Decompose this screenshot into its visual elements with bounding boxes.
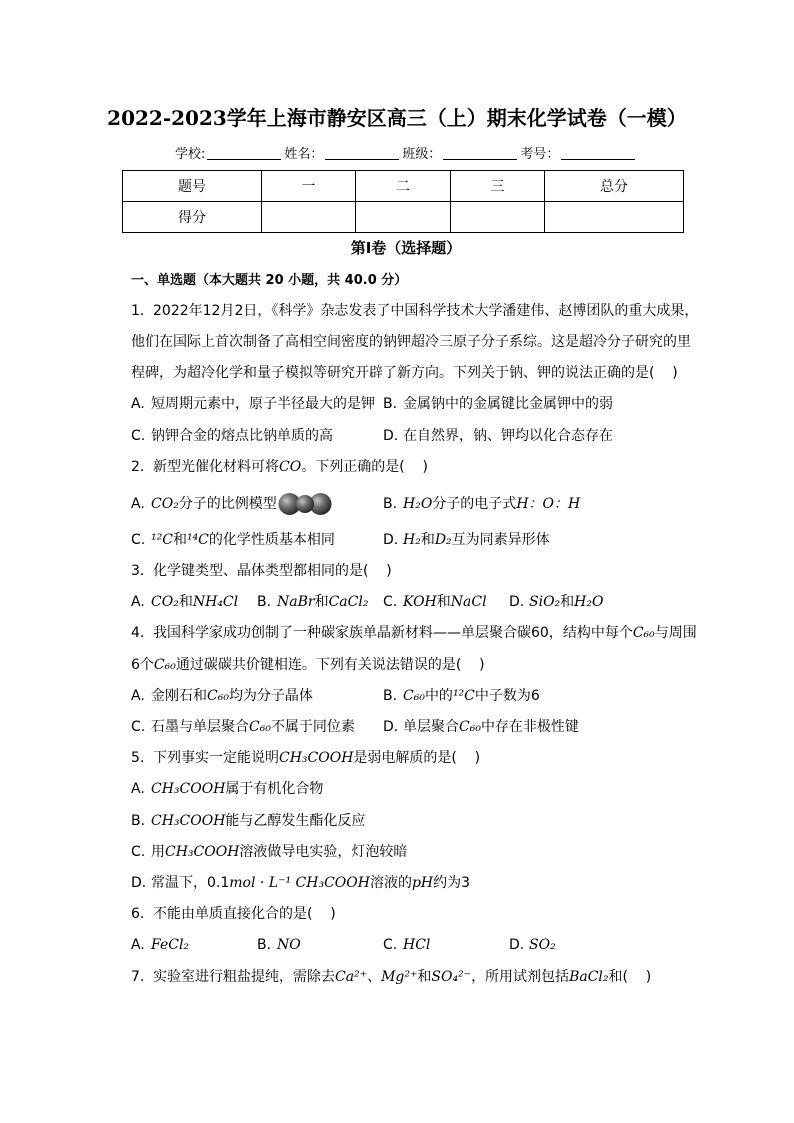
- text-run: 约为3: [433, 874, 471, 891]
- option-label: A.: [131, 937, 145, 954]
- text-run: 。下列正确的是( ): [301, 458, 428, 475]
- option-label: B.: [257, 937, 272, 954]
- option-row: [0, 389, 794, 420]
- chemical-formula: SO₂: [529, 937, 556, 954]
- text-run: 通过碳碳共价键相连。下列有关说法错误的是( ): [175, 656, 485, 673]
- option-c: [383, 587, 509, 618]
- name-label: 姓名：: [284, 147, 324, 162]
- question-1: [0, 296, 794, 452]
- class-label: 班级：: [402, 147, 442, 162]
- option-label: A.: [131, 495, 145, 512]
- score-table: [122, 170, 684, 233]
- option-row: [0, 837, 794, 868]
- question-3: [0, 556, 794, 618]
- text-run: 6个: [131, 656, 154, 673]
- text-run: 中的: [424, 687, 453, 704]
- text-run: 均为分子晶体: [228, 687, 313, 704]
- option-b: [131, 806, 365, 837]
- score-cell: [262, 202, 356, 233]
- question-number: 7.: [131, 968, 145, 985]
- text-run: 用: [151, 843, 165, 860]
- text-run: 是弱电解质的是( ): [353, 750, 481, 767]
- chemical-formula: mol · L⁻¹ CH₃COOH: [229, 874, 370, 891]
- question-4: [0, 618, 794, 743]
- text-run: 和: [420, 531, 435, 548]
- question-stem-line: [0, 899, 794, 930]
- question-6: [0, 899, 794, 961]
- part-title: 第I卷（选择题）: [350, 239, 462, 258]
- option-label: D.: [131, 874, 147, 891]
- chemical-formula: C₆₀: [153, 656, 176, 673]
- option-b: [257, 587, 383, 618]
- option-a: [131, 587, 257, 618]
- text-run: 下列事实一定能说明: [153, 750, 279, 767]
- chemical-formula: CO₂: [151, 594, 179, 611]
- carbon-atom: [296, 495, 314, 513]
- option-a: [131, 681, 383, 712]
- option-a: [131, 774, 323, 805]
- option-label: D.: [383, 719, 399, 736]
- option-d: [131, 868, 470, 899]
- score-header-question-no: 题号: [123, 171, 262, 202]
- option-label: A.: [131, 396, 145, 413]
- text-run: 溶液做导电实验，灯泡较暗: [239, 843, 408, 860]
- chemical-formula: C₆₀: [249, 719, 271, 736]
- text-run: 不能由单质直接化合的是( ): [153, 906, 336, 923]
- option-a: [131, 483, 383, 525]
- student-info-line: [175, 145, 638, 165]
- question-stem-line: [0, 358, 794, 389]
- option-row: [0, 774, 794, 805]
- chemical-formula: Mg²⁺: [381, 968, 418, 985]
- option-row: [0, 525, 794, 556]
- option-row: [0, 483, 794, 525]
- question-stem-line: [0, 452, 794, 483]
- score-header-part-1: 一: [262, 171, 356, 202]
- option-label: A.: [131, 687, 145, 704]
- option-d: [383, 525, 635, 556]
- class-blank: [443, 146, 517, 160]
- question-stem-line: [0, 743, 794, 774]
- text-run: 和: [314, 594, 329, 611]
- question-number: 1.: [131, 302, 145, 319]
- exam-title: 2022-2023学年上海市静安区高三（上）期末化学试卷（一模）: [107, 106, 687, 130]
- question-number: 5.: [131, 750, 145, 767]
- chemical-formula: CaCl₂: [328, 594, 369, 611]
- option-row: [0, 806, 794, 837]
- chemical-formula: CO₂: [151, 495, 179, 512]
- chemical-formula: ¹²C: [452, 687, 475, 704]
- text-run: 和: [417, 968, 432, 985]
- option-row: [0, 712, 794, 743]
- text-run: 、: [367, 968, 382, 985]
- option-d: [509, 930, 635, 961]
- school-blank: [207, 146, 281, 160]
- text-run: 金刚石和: [151, 687, 207, 704]
- option-d: [383, 712, 635, 743]
- option-row: [0, 421, 794, 452]
- score-cell: [451, 202, 545, 233]
- option-label: C.: [383, 594, 398, 611]
- option-c: [131, 712, 383, 743]
- score-header-part-2: 二: [356, 171, 451, 202]
- text-run: 溶液的: [369, 874, 412, 891]
- option-label: C.: [131, 531, 146, 548]
- text-run: 分子的电子式: [432, 495, 517, 512]
- text-run: 石墨与单层聚合: [151, 719, 249, 736]
- question-stem-line: [0, 618, 794, 649]
- text-run: 和( ): [608, 968, 652, 985]
- text-run: 常温下，0.1: [151, 874, 230, 891]
- chemical-formula: C₆₀: [207, 687, 229, 704]
- chemical-formula: ¹²C: [151, 531, 173, 548]
- exam-number-label: 考号：: [520, 147, 560, 162]
- option-b: [257, 930, 383, 961]
- chemical-formula: ¹⁴C: [186, 531, 209, 548]
- question-number: 3.: [131, 563, 145, 580]
- text-run: 中存在非极性键: [480, 719, 579, 736]
- text-run: 能与乙醇发生酯化反应: [225, 812, 366, 829]
- chemical-formula: H₂O: [574, 594, 604, 611]
- option-a: [131, 389, 383, 420]
- option-label: C.: [383, 937, 398, 954]
- text-run: 化学键类型、晶体类型都相同的是( ): [153, 563, 392, 580]
- option-d: [509, 587, 635, 618]
- chemical-formula: BaCl₂: [569, 968, 609, 985]
- text-run: 在自然界，钠、钾均以化合态存在: [403, 427, 613, 444]
- option-label: B.: [383, 495, 398, 512]
- chemical-formula: NH₄Cl: [192, 594, 239, 611]
- chemical-formula: CH₃COOH: [279, 750, 354, 767]
- question-stem-line: [0, 650, 794, 681]
- text-run: 的化学性质基本相同: [208, 531, 335, 548]
- chemical-formula: Ca²⁺: [335, 968, 368, 985]
- class-field: [402, 145, 520, 165]
- option-a: [131, 930, 257, 961]
- option-label: C.: [131, 427, 146, 444]
- option-b: [383, 483, 635, 525]
- question-stem-line: [0, 962, 794, 993]
- score-row-label: 得分: [123, 202, 262, 233]
- chemical-formula: HCl: [403, 937, 431, 954]
- text-run: 2022年12月2日，《科学》杂志发表了中国科学技术大学潘建伟、赵博团队的重大成果，: [153, 302, 699, 319]
- text-run: 金属钠中的金属键比金属钾中的弱: [403, 396, 613, 413]
- co2-model-drawing: [278, 492, 332, 516]
- question-5: [0, 743, 794, 899]
- question-list: [0, 296, 794, 993]
- section-title: 一、单选题（本大题共 20 小题，共 40.0 分）: [131, 272, 408, 288]
- co2-space-filling-model-icon: [278, 492, 332, 516]
- score-cell: [545, 202, 684, 233]
- question-number: 4.: [131, 625, 145, 642]
- option-label: C.: [131, 719, 146, 736]
- option-c: [131, 837, 407, 868]
- exam-content: [0, 233, 794, 992]
- score-header-total: 总分: [545, 171, 684, 202]
- chemical-formula: SO₄²⁻: [431, 968, 472, 985]
- question-7: [0, 962, 794, 993]
- option-label: C.: [131, 843, 146, 860]
- chemical-formula: C₆₀: [459, 719, 481, 736]
- text-run: 实验室进行粗盐提纯，需除去: [153, 968, 335, 985]
- chemical-formula: CH₃COOH: [151, 781, 226, 798]
- option-row: [0, 681, 794, 712]
- text-run: 不属于同位素: [270, 719, 355, 736]
- option-row: [0, 868, 794, 899]
- option-label: D.: [509, 594, 525, 611]
- text-run: 与周围: [654, 625, 697, 642]
- name-field: [284, 145, 402, 165]
- option-c: [131, 421, 383, 452]
- text-run: 程碑，为超冷化学和量子模拟等研究开辟了新方向。下列关于钠、钾的说法正确的是( ): [131, 365, 678, 382]
- text-run: 和: [560, 594, 575, 611]
- question-number: 6.: [131, 906, 145, 923]
- option-row: [0, 930, 794, 961]
- chemical-formula: C₆₀: [403, 687, 425, 704]
- option-label: D.: [383, 427, 399, 444]
- text-run: 互为同素异形体: [451, 531, 550, 548]
- option-label: B.: [383, 396, 398, 413]
- option-label: A.: [131, 594, 145, 611]
- school-field: [175, 145, 284, 165]
- option-row: [0, 587, 794, 618]
- text-run: 单层聚合: [403, 719, 459, 736]
- option-b: [383, 681, 635, 712]
- chemical-formula: NO: [277, 937, 301, 954]
- chemical-formula: D₂: [434, 531, 452, 548]
- question-stem-line: [0, 327, 794, 358]
- question-stem-line: [0, 296, 794, 327]
- text-run: ，所用试剂包括: [471, 968, 570, 985]
- text-run: 中子数为6: [474, 687, 540, 704]
- option-c: [383, 930, 509, 961]
- option-label: B.: [383, 687, 398, 704]
- option-b: [383, 389, 635, 420]
- option-label: D.: [383, 531, 399, 548]
- question-stem-line: [0, 556, 794, 587]
- option-d: [383, 421, 635, 452]
- text-run: 钠钾合金的熔点比钠单质的高: [151, 427, 333, 444]
- score-table-score-row: [123, 202, 684, 233]
- option-label: B.: [257, 594, 272, 611]
- exam-number-field: [520, 145, 638, 165]
- option-label: B.: [131, 812, 146, 829]
- chemical-formula: H₂O: [403, 495, 433, 512]
- text-run: 我国科学家成功创制了一种碳家族单晶新材料——单层聚合碳60，结构中每个: [153, 625, 633, 642]
- score-header-part-3: 三: [451, 171, 545, 202]
- chemical-formula: NaBr: [277, 594, 315, 611]
- score-table-header-row: [123, 171, 684, 202]
- text-run: 和: [436, 594, 451, 611]
- chemical-formula: C₆₀: [632, 625, 655, 642]
- school-label: 学校:: [175, 147, 206, 162]
- question-number: 2.: [131, 458, 145, 475]
- chemical-formula: SiO₂: [529, 594, 561, 611]
- chemical-formula: H₂: [403, 531, 421, 548]
- chemical-formula: FeCl₂: [151, 937, 190, 954]
- text-run: 和: [172, 531, 187, 548]
- chemical-formula: CH₃COOH: [165, 843, 240, 860]
- text-run: 短周期元素中，原子半径最大的是钾: [151, 396, 375, 413]
- chemical-formula: H：O：H: [516, 495, 581, 512]
- text-run: 他们在国际上首次制备了高相空间密度的钠钾超冷三原子分子系综。这是超冷分子研究的里: [131, 333, 691, 350]
- score-cell: [356, 202, 451, 233]
- chemical-formula: pH: [411, 874, 434, 891]
- chemical-formula: CO: [279, 458, 302, 475]
- chemical-formula: NaCl: [450, 594, 487, 611]
- name-blank: [325, 146, 399, 160]
- text-run: 新型光催化材料可将: [153, 458, 279, 475]
- question-2: [0, 452, 794, 556]
- chemical-formula: CH₃COOH: [151, 812, 226, 829]
- text-run: 分子的比例模型: [178, 495, 277, 512]
- option-label: D.: [509, 937, 525, 954]
- chemical-formula: KOH: [403, 594, 437, 611]
- text-run: 和: [178, 594, 193, 611]
- option-c: [131, 525, 383, 556]
- text-run: 属于有机化合物: [225, 781, 324, 798]
- option-label: A.: [131, 781, 145, 798]
- exam-number-blank: [561, 146, 635, 160]
